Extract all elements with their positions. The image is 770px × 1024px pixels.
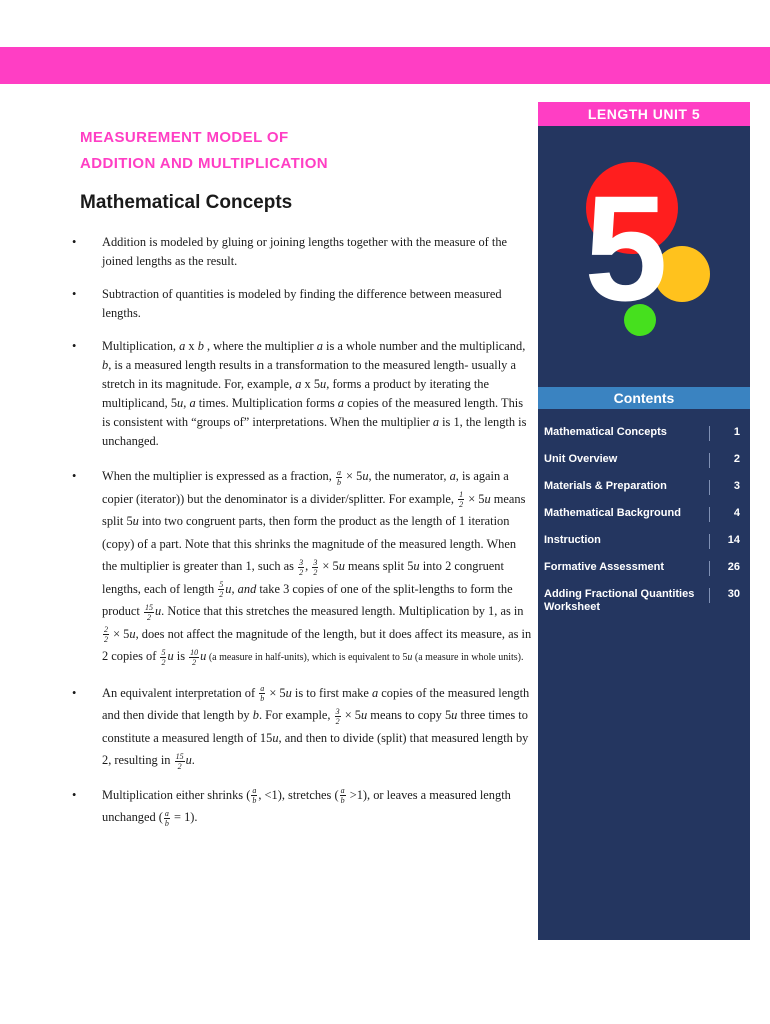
text-run: , bbox=[183, 396, 190, 410]
fraction bbox=[218, 580, 224, 599]
toc-item-title: Materials & Preparation bbox=[544, 480, 667, 492]
variable: b bbox=[197, 339, 204, 353]
text-run: Multiplication either shrinks ( bbox=[102, 787, 251, 802]
variable: u bbox=[177, 396, 184, 410]
text-run: is bbox=[173, 649, 189, 663]
fraction-denominator: 2 bbox=[313, 567, 318, 577]
toc-item[interactable] bbox=[538, 555, 750, 582]
variable: a bbox=[295, 377, 302, 391]
fraction-numerator: 5 bbox=[219, 580, 224, 590]
fraction bbox=[160, 648, 166, 667]
unit-label: LENGTH UNIT 5 bbox=[538, 102, 750, 126]
variable: u bbox=[185, 753, 192, 767]
page-heading bbox=[80, 125, 520, 177]
text-run: into two congruent parts, then form the product as the length of 1 iteration (copy) of a part. Note that this shrinks the magnitude of the measured length. When the multiplier is greater than 1, such as bbox=[102, 514, 517, 573]
fraction-numerator: a bbox=[164, 808, 169, 818]
fraction-denominator: b bbox=[164, 818, 169, 828]
text-run: Multiplication, bbox=[102, 339, 180, 353]
text-run: is a whole number and the multiplicand, bbox=[322, 339, 526, 353]
variable: a bbox=[372, 685, 379, 700]
bullet-icon: • bbox=[72, 235, 77, 249]
fraction-denominator: 2 bbox=[161, 657, 166, 667]
toc-item-page: 30 bbox=[709, 588, 740, 603]
text-run: means to copy 5 bbox=[367, 708, 452, 722]
toc-item[interactable] bbox=[538, 447, 750, 474]
bullet-icon: • bbox=[72, 469, 77, 483]
text-run: take 3 copies of one of the split-lengths to form the product bbox=[102, 581, 513, 618]
fraction bbox=[251, 786, 257, 805]
text-run: An equivalent interpretation of bbox=[102, 685, 259, 700]
text-run: . For example, bbox=[258, 708, 334, 722]
fraction bbox=[103, 625, 109, 644]
toc-item-page: 14 bbox=[709, 534, 740, 549]
bullet-text bbox=[102, 786, 511, 828]
variable: u, and bbox=[225, 581, 257, 596]
fraction bbox=[312, 558, 318, 577]
toc-item-page: 4 bbox=[709, 507, 740, 522]
variable: u bbox=[154, 604, 162, 618]
bullet-icon: • bbox=[72, 287, 77, 301]
text-run: copies of the measured length. This is consistent with “groups of” interpretations. When the multiplier bbox=[102, 396, 524, 429]
bullet-icon: • bbox=[72, 685, 77, 700]
toc-item-title: Mathematical Concepts bbox=[544, 426, 667, 438]
variable: u bbox=[272, 730, 279, 745]
fraction bbox=[164, 809, 170, 828]
text-run: means split 5 bbox=[344, 559, 414, 573]
text-run: × 5 bbox=[342, 469, 363, 483]
fraction-numerator: 15 bbox=[144, 602, 153, 612]
fraction-numerator: 15 bbox=[175, 751, 184, 761]
text-run: means split 5 bbox=[102, 491, 526, 528]
text-run: = 1). bbox=[170, 810, 198, 824]
variable: u, bbox=[320, 377, 330, 391]
toc-item[interactable] bbox=[538, 501, 750, 528]
variable: a bbox=[432, 415, 440, 429]
text-run: , bbox=[305, 559, 312, 573]
list-item bbox=[72, 465, 532, 670]
text-run: × 5 bbox=[266, 685, 286, 700]
fraction-denominator: 2 bbox=[335, 716, 340, 726]
text-run: , <1), stretches ( bbox=[258, 787, 339, 802]
text-run: (a measure in half-units), which is equivalent to 5 bbox=[206, 652, 408, 663]
variable: b, bbox=[102, 358, 112, 372]
text-run: × 5 bbox=[465, 491, 485, 506]
toc-item-page: 3 bbox=[709, 480, 740, 495]
variable: u bbox=[361, 708, 368, 722]
variable: u bbox=[413, 559, 420, 573]
text-run: >1), or leaves a measured length unchanged ( bbox=[102, 787, 511, 824]
fraction bbox=[336, 468, 342, 487]
fraction-numerator: a bbox=[336, 467, 341, 477]
fraction-denominator: b bbox=[336, 477, 341, 487]
fraction bbox=[144, 603, 154, 622]
fraction-numerator: 10 bbox=[190, 647, 199, 657]
bullet-text bbox=[102, 339, 526, 448]
bullet-icon: • bbox=[72, 787, 77, 802]
text-run: , where the multiplier bbox=[203, 339, 317, 353]
variable: a bbox=[449, 469, 456, 483]
toc-item[interactable] bbox=[538, 528, 750, 555]
fraction-numerator: a bbox=[340, 786, 345, 796]
text-run: forms a product by iterating the multiplicand, 5 bbox=[102, 377, 490, 410]
text-run: into 2 congruent lengths, each of length bbox=[102, 559, 504, 596]
variable: u bbox=[285, 685, 292, 700]
bullet-text: Subtraction of quantities is modeled by finding the difference between measured lengths. bbox=[102, 287, 502, 320]
fraction bbox=[335, 707, 341, 726]
bullet-text bbox=[102, 684, 530, 771]
text-run: copies of the measured length and then divide that length by bbox=[102, 685, 530, 722]
toc-item-title: Mathematical Background bbox=[544, 507, 681, 519]
list-item bbox=[72, 682, 532, 772]
toc-item[interactable] bbox=[538, 420, 750, 447]
fraction-denominator: 2 bbox=[299, 567, 304, 577]
toc-item-title: Adding Fractional Quantities Worksheet bbox=[544, 588, 695, 613]
variable: b bbox=[252, 708, 259, 722]
fraction-denominator: 2 bbox=[146, 612, 151, 622]
concept-list bbox=[72, 233, 532, 829]
fraction bbox=[189, 648, 199, 667]
fraction-numerator: a bbox=[252, 786, 257, 796]
text-run: , the numerator, bbox=[368, 469, 450, 483]
fraction bbox=[340, 786, 346, 805]
fraction-denominator: 2 bbox=[219, 590, 224, 600]
toc-item[interactable] bbox=[538, 582, 750, 622]
fraction-denominator: 2 bbox=[177, 761, 182, 771]
list-item bbox=[72, 233, 532, 271]
fraction-numerator: 3 bbox=[299, 557, 304, 567]
page-heading-line: MEASUREMENT MODEL OF bbox=[80, 129, 289, 146]
fraction-numerator: 2 bbox=[104, 625, 108, 635]
text-run: , does not affect the magnitude of the length, but it does affect its measure, as in 2 copies of bbox=[102, 626, 532, 663]
text-run: × 5 bbox=[110, 626, 130, 641]
text-run: × 5 bbox=[319, 559, 339, 573]
bullet-icon: • bbox=[72, 339, 77, 353]
section-title: Mathematical Concepts bbox=[80, 192, 293, 213]
toc-item-title: Formative Assessment bbox=[544, 561, 665, 573]
table-of-contents bbox=[538, 420, 750, 622]
unit-number-graphic bbox=[570, 150, 720, 350]
fraction bbox=[298, 558, 304, 577]
bullet-text: Addition is modeled by gluing or joining lengths together with the measure of the joined lengths as the result. bbox=[102, 235, 508, 268]
toc-item-page: 1 bbox=[709, 426, 740, 441]
list-item bbox=[72, 784, 532, 829]
contents-heading: Contents bbox=[538, 387, 750, 409]
toc-item-page: 2 bbox=[709, 453, 740, 468]
fraction-numerator: 3 bbox=[335, 706, 340, 716]
text-run: . Notice that this stretches the measured length. Multiplication by 1, as in bbox=[161, 604, 524, 618]
variable: u bbox=[407, 652, 413, 663]
text-run: x 5 bbox=[301, 377, 321, 391]
variable: a bbox=[316, 339, 323, 353]
fraction-numerator: a bbox=[260, 684, 265, 694]
list-item bbox=[72, 337, 532, 451]
text-run: is 1, the length is unchanged. bbox=[102, 415, 527, 448]
text-run: three times to constitute a measured length of 15 bbox=[102, 708, 528, 745]
fraction-denominator: 2 bbox=[104, 635, 108, 645]
text-run: × 5 bbox=[341, 708, 361, 722]
variable: u bbox=[362, 469, 369, 483]
fraction-denominator: b bbox=[260, 694, 265, 704]
page-heading-line: ADDITION AND MULTIPLICATION bbox=[80, 155, 328, 172]
variable: a bbox=[337, 396, 344, 410]
fraction-denominator: b bbox=[340, 796, 345, 806]
variable: u bbox=[129, 626, 136, 641]
fraction bbox=[458, 490, 464, 509]
fraction-numerator: 5 bbox=[161, 647, 166, 657]
text-run: , is again a copier (iterator)) but the denominator is a divider/splitter. For example, bbox=[102, 469, 509, 506]
text-run: is a measured length results in a transformation to the measured length- usually a stretch in its magnitude. For, example, bbox=[102, 358, 516, 391]
variable: a bbox=[179, 339, 186, 353]
variable: u bbox=[132, 514, 139, 528]
bullet-text bbox=[102, 467, 532, 667]
variable: u bbox=[167, 649, 174, 663]
variable: u bbox=[484, 491, 491, 506]
text-run: is to first make bbox=[291, 685, 372, 700]
text-run: times. Multiplication forms bbox=[195, 396, 338, 410]
fraction bbox=[259, 684, 265, 703]
fraction-denominator: 2 bbox=[192, 657, 197, 667]
variable: u bbox=[338, 559, 345, 573]
toc-item-title: Instruction bbox=[544, 534, 601, 546]
text-run: When the multiplier is expressed as a fraction, bbox=[102, 469, 335, 483]
fraction-numerator: 1 bbox=[459, 490, 464, 500]
variable: u bbox=[200, 649, 207, 663]
text-run: (a measure in whole units). bbox=[412, 652, 524, 663]
toc-item-title: Unit Overview bbox=[544, 453, 618, 465]
top-color-band bbox=[0, 47, 770, 84]
fraction-denominator: b bbox=[252, 796, 257, 806]
unit-digit: 5 bbox=[584, 164, 668, 332]
fraction bbox=[175, 752, 185, 771]
text-run: , and then to divide (split) that measured length by 2, resulting in bbox=[102, 730, 529, 767]
variable: u bbox=[451, 708, 458, 722]
text-run: . bbox=[191, 753, 195, 767]
toc-item[interactable] bbox=[538, 474, 750, 501]
fraction-numerator: 3 bbox=[313, 557, 318, 567]
list-item bbox=[72, 285, 532, 323]
toc-item-page: 26 bbox=[709, 561, 740, 576]
text-run: x bbox=[185, 339, 198, 353]
fraction-denominator: 2 bbox=[459, 500, 464, 510]
variable: a bbox=[189, 396, 196, 410]
